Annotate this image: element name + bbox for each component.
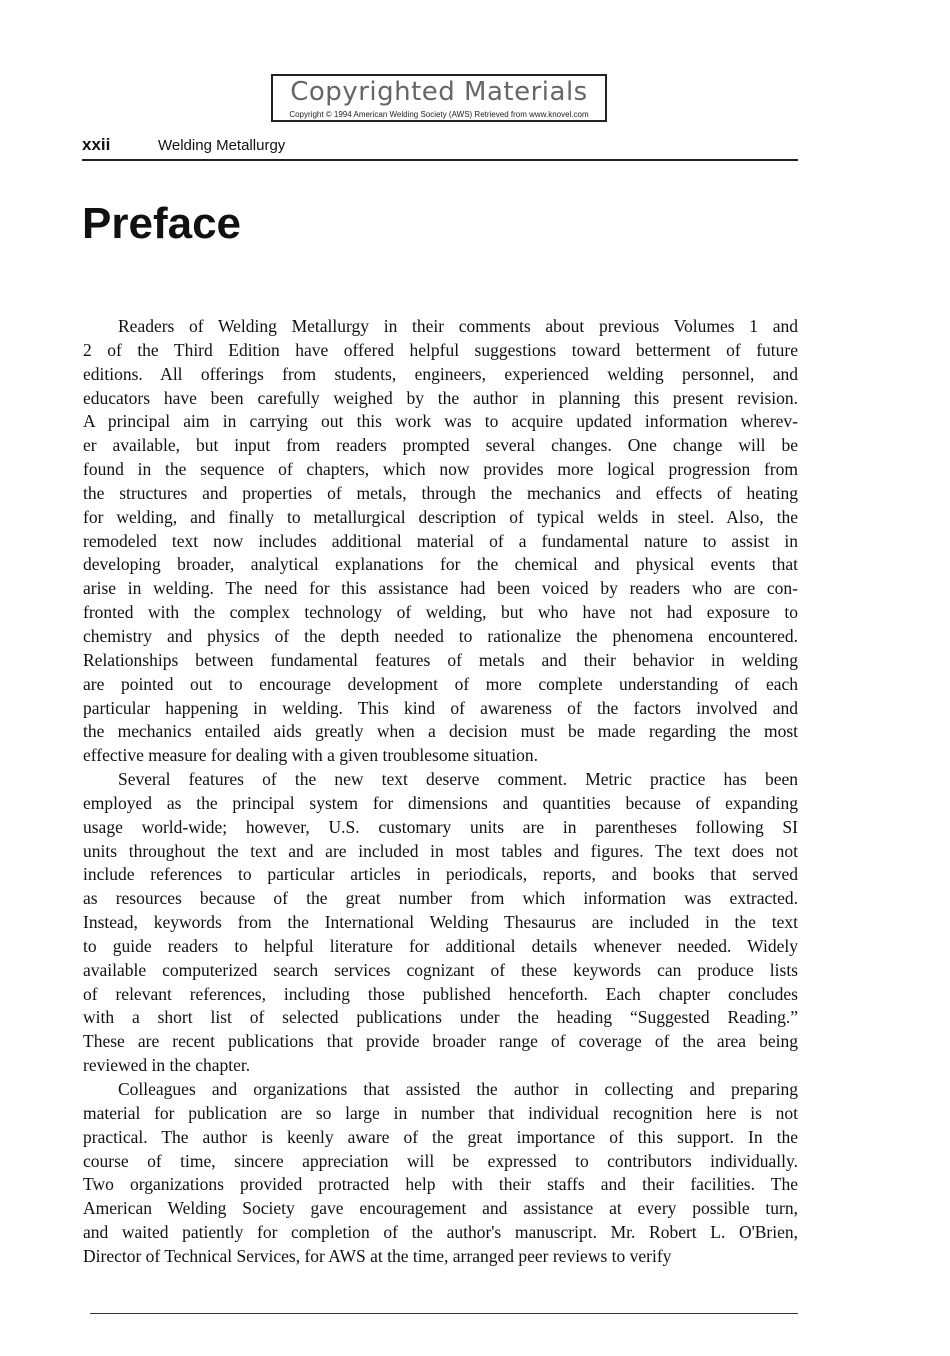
text-line: fronted with the complex technology of welding, but who have not had exposure to [83, 602, 798, 623]
text-line: developing broader, analytical explanations for the chemical and physical events that [83, 554, 798, 575]
text-line: Several features of the new text deserve comment. Metric practice has been [118, 769, 798, 790]
book-title: Welding Metallurgy [158, 137, 286, 154]
text-line: with a short list of selected publications under the heading “Suggested Reading.” [83, 1007, 798, 1028]
text-line: American Welding Society gave encouragement and assistance at every possible turn, [83, 1198, 798, 1219]
paragraph [83, 768, 798, 1078]
paragraph [83, 315, 798, 768]
text-line: er available, but input from readers prompted several changes. One change will be [83, 435, 798, 456]
paragraph [83, 1078, 798, 1269]
copyright-watermark [271, 74, 607, 122]
text-line: Two organizations provided protracted help with their staffs and their facilities. The [83, 1174, 798, 1195]
text-line: Director of Technical Services, for AWS at the time, arranged peer reviews to verify [83, 1245, 672, 1266]
text-line: for welding, and finally to metallurgical description of typical welds in steel. Also, the [83, 506, 798, 527]
text-line: Readers of Welding Metallurgy in their comments about previous Volumes 1 and [118, 316, 798, 336]
text-line: are pointed out to encourage development of more complete understanding of each [83, 673, 798, 694]
footer-rule [90, 1313, 798, 1314]
chapter-title: Preface [82, 199, 242, 248]
text-line: effective measure for dealing with a given troublesome situation. [83, 745, 539, 766]
text-line: practical. The author is keenly aware of the great importance of this support. In the [83, 1126, 798, 1147]
text-line: include references to particular articles in periodicals, reports, and books that served [83, 864, 798, 885]
text-line: 2 of the Third Edition have offered helpful suggestions toward betterment of future [83, 339, 798, 360]
text-line: editions. All offerings from students, engineers, experienced welding personnel, and [83, 363, 798, 384]
text-line: chemistry and physics of the depth needed to rationalize the phenomena encountered. [83, 625, 798, 646]
text-line: usage world-wide; however, U.S. customary units are in parentheses following SI [83, 816, 798, 837]
text-line: the structures and properties of metals, through the mechanics and effects of heating [83, 482, 798, 503]
text-line: to guide readers to helpful literature for additional details whenever needed. Widely [83, 935, 798, 956]
text-line: arise in welding. The need for this assistance had been voiced by readers who are con- [83, 578, 798, 599]
page-number: xxii [82, 135, 111, 154]
text-line: found in the sequence of chapters, which now provides more logical progression from [83, 459, 798, 480]
text-line: of relevant references, including those published henceforth. Each chapter concludes [83, 983, 798, 1004]
copyright-title: Copyrighted Materials [290, 77, 588, 107]
text-line: remodeled text now includes additional material of a fundamental nature to assist in [83, 530, 798, 551]
running-head [82, 134, 798, 158]
text-line: reviewed in the chapter. [83, 1055, 251, 1076]
text-line: These are recent publications that provide broader range of coverage of the area being [83, 1031, 798, 1052]
text-line: material for publication are so large in number that individual recognition here is not [83, 1102, 798, 1123]
text-line: as resources because of the great number from which information was extracted. [83, 888, 798, 909]
text-line: units throughout the text and are included in most tables and figures. The text does not [83, 840, 798, 861]
body-text [83, 315, 798, 1269]
copyright-notice: Copyright © 1994 American Welding Society (AWS) Retrieved from www.knovel.com [289, 110, 589, 119]
text-line: employed as the principal system for dimensions and quantities because of expanding [83, 792, 798, 813]
text-line: A principal aim in carrying out this work was to acquire updated information wherev- [83, 411, 798, 432]
text-line: course of time, sincere appreciation will be expressed to contributors individually. [83, 1150, 798, 1171]
text-line: Instead, keywords from the International Welding Thesaurus are included in the text [83, 912, 798, 933]
text-line: the mechanics entailed aids greatly when a decision must be made regarding the most [83, 721, 798, 742]
text-line: educators have been carefully weighed by the author in planning this present revision. [83, 387, 798, 408]
text-line: particular happening in welding. This kind of awareness of the factors involved and [83, 697, 798, 718]
text-line: Relationships between fundamental features of metals and their behavior in welding [83, 649, 798, 670]
text-line: available computerized search services cognizant of these keywords can produce lists [83, 959, 798, 980]
text-line: Colleagues and organizations that assisted the author in collecting and preparing [118, 1079, 798, 1099]
header-rule [82, 159, 798, 161]
text-line: and waited patiently for completion of the author's manuscript. Mr. Robert L. O'Brien, [83, 1222, 798, 1243]
